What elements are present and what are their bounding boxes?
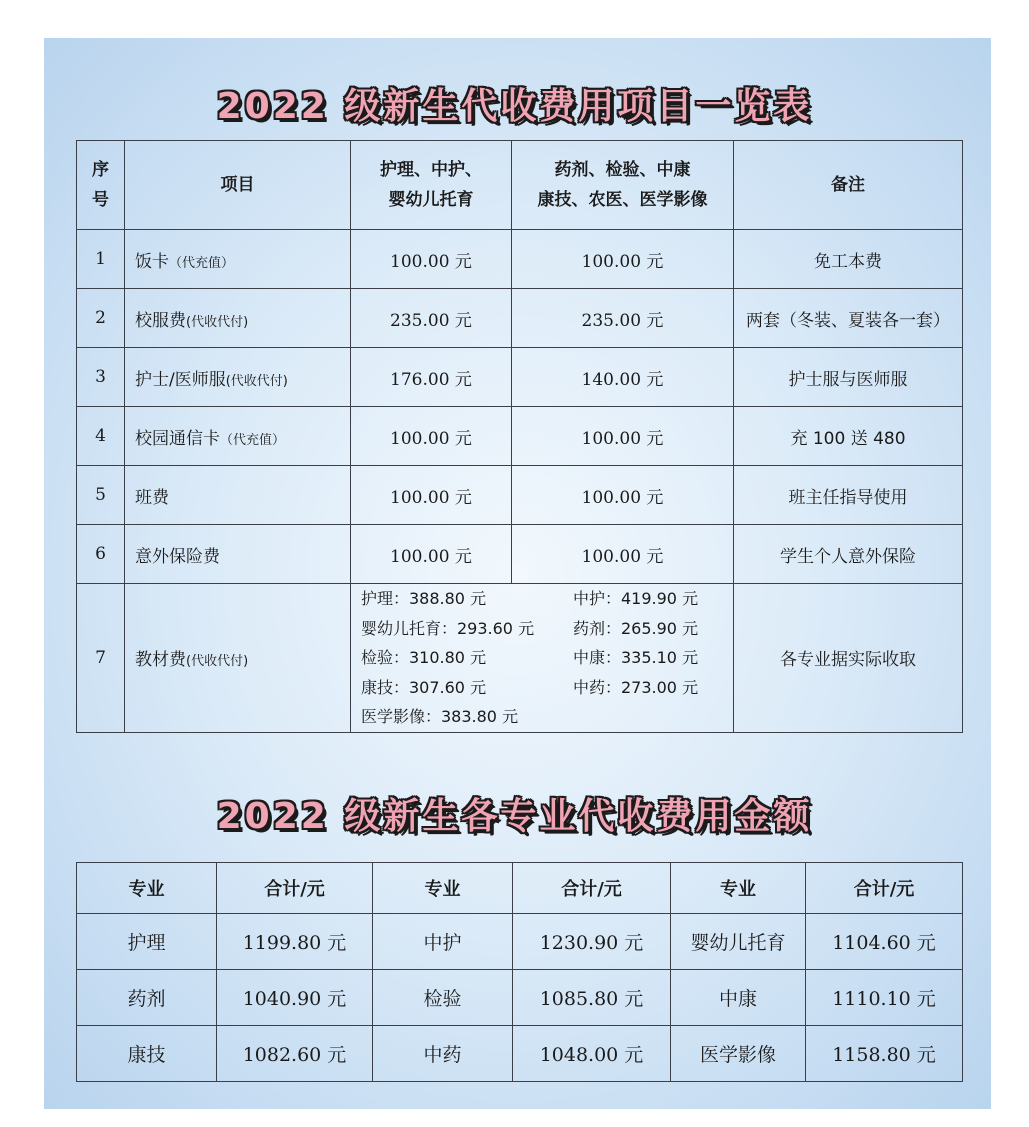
major-total: 1104.60 元 [806, 914, 963, 970]
header-item: 项目 [125, 141, 351, 230]
row-item [125, 466, 351, 525]
row-item-tag: （代充值） [220, 432, 286, 448]
row-amount-a: 100.00 元 [351, 230, 512, 289]
row-item-label: 教材费 [135, 650, 186, 671]
header-seq-label: 序号 [92, 160, 109, 210]
major-name: 中护 [373, 914, 513, 970]
header-total: 合计/元 [217, 863, 373, 914]
fee-items-title: 2022 级新生代收费用项目一览表 [216, 86, 813, 127]
row-note: 两套（冬装、夏装各一套） [734, 289, 963, 348]
major-totals-title: 2022 级新生各专业代收费用金额 [216, 796, 813, 837]
row-amount-b: 100.00 元 [512, 407, 734, 466]
table-row [77, 1026, 963, 1082]
row-item-tag: (代收代付) [225, 373, 288, 389]
fee-items-table [76, 140, 963, 733]
table-header-row [77, 141, 963, 230]
table-row [77, 348, 963, 407]
row-note: 班主任指导使用 [734, 466, 963, 525]
row-item [125, 289, 351, 348]
row-item [125, 407, 351, 466]
table-header-row [77, 863, 963, 914]
major-total: 1110.10 元 [806, 970, 963, 1026]
row-amount-b: 235.00 元 [512, 289, 734, 348]
material-line: 护理：388.80 元 [361, 589, 487, 608]
table-row [77, 525, 963, 584]
row-item-tag: （代充值） [169, 255, 235, 271]
material-line: 中药：273.00 元 [573, 677, 699, 697]
material-line: 药剂：265.90 元 [573, 618, 699, 638]
header-major: 专业 [373, 863, 513, 914]
row-note: 各专业据实际收取 [734, 584, 963, 733]
row-amount-b: 140.00 元 [512, 348, 734, 407]
row-amount-a: 235.00 元 [351, 289, 512, 348]
material-line: 中康：335.10 元 [573, 648, 699, 667]
major-total: 1048.00 元 [513, 1026, 671, 1082]
row-amount-b: 100.00 元 [512, 230, 734, 289]
major-name: 婴幼儿托育 [671, 914, 806, 970]
table-row [77, 970, 963, 1026]
major-name: 护理 [77, 914, 217, 970]
row-item [125, 230, 351, 289]
header-col-b-line1: 药剂、检验、中康 [554, 160, 691, 180]
major-name: 中康 [671, 970, 806, 1026]
header-col-a-line2: 婴幼儿托育 [388, 190, 474, 210]
row-item-tag: (代收代付) [186, 314, 249, 330]
table-row-materials [77, 584, 963, 733]
major-total: 1230.90 元 [513, 914, 671, 970]
major-name: 药剂 [77, 970, 217, 1026]
row-item-label: 护士/医师服 [135, 369, 226, 390]
header-col-b [512, 141, 734, 230]
row-item-label: 意外保险费 [135, 546, 220, 567]
major-total: 1158.80 元 [806, 1026, 963, 1082]
row-item-label: 校园通信卡 [135, 428, 220, 449]
row-note: 免工本费 [734, 230, 963, 289]
header-col-a [351, 141, 512, 230]
row-item-tag: (代收代付) [186, 654, 249, 670]
table-row [77, 289, 963, 348]
header-seq [77, 141, 125, 230]
materials-breakdown [351, 584, 734, 733]
header-major: 专业 [671, 863, 806, 914]
major-name: 医学影像 [671, 1026, 806, 1082]
row-amount-a: 100.00 元 [351, 407, 512, 466]
header-col-b-line2: 康技、农医、医学影像 [537, 190, 708, 210]
row-amount-a: 100.00 元 [351, 525, 512, 584]
major-name: 中药 [373, 1026, 513, 1082]
table-row [77, 230, 963, 289]
table-row [77, 914, 963, 970]
major-total: 1199.80 元 [217, 914, 373, 970]
material-line: 婴幼儿托育：293.60 元 [361, 618, 535, 638]
material-line: 检验：310.80 元 [361, 648, 487, 667]
header-total: 合计/元 [513, 863, 671, 914]
material-line: 康技：307.60 元 [361, 677, 487, 697]
row-item-label: 饭卡 [135, 251, 169, 272]
row-note: 护士服与医师服 [734, 348, 963, 407]
row-amount-b: 100.00 元 [512, 525, 734, 584]
row-seq: 2 [77, 289, 125, 348]
row-amount-a: 176.00 元 [351, 348, 512, 407]
major-total: 1082.60 元 [217, 1026, 373, 1082]
row-seq: 3 [77, 348, 125, 407]
header-note: 备注 [734, 141, 963, 230]
row-item-label: 班费 [135, 487, 169, 508]
row-note: 充 100 送 480 [734, 407, 963, 466]
material-line: 医学影像：383.80 元 [361, 707, 519, 726]
major-total: 1085.80 元 [513, 970, 671, 1026]
row-seq: 1 [77, 230, 125, 289]
row-seq: 5 [77, 466, 125, 525]
row-note: 学生个人意外保险 [734, 525, 963, 584]
table-row [77, 407, 963, 466]
row-seq: 6 [77, 525, 125, 584]
major-total: 1040.90 元 [217, 970, 373, 1026]
material-line: 中护：419.90 元 [573, 589, 699, 608]
row-item-label: 校服费 [135, 310, 186, 331]
row-seq: 4 [77, 407, 125, 466]
major-totals-table [76, 862, 963, 1082]
row-amount-a: 100.00 元 [351, 466, 512, 525]
header-col-a-line1: 护理、中护、 [380, 160, 482, 180]
row-item [125, 525, 351, 584]
major-name: 检验 [373, 970, 513, 1026]
header-major: 专业 [77, 863, 217, 914]
row-amount-b: 100.00 元 [512, 466, 734, 525]
row-seq: 7 [77, 584, 125, 733]
major-name: 康技 [77, 1026, 217, 1082]
header-total: 合计/元 [806, 863, 963, 914]
row-item [125, 584, 351, 733]
table-row [77, 466, 963, 525]
row-item [125, 348, 351, 407]
